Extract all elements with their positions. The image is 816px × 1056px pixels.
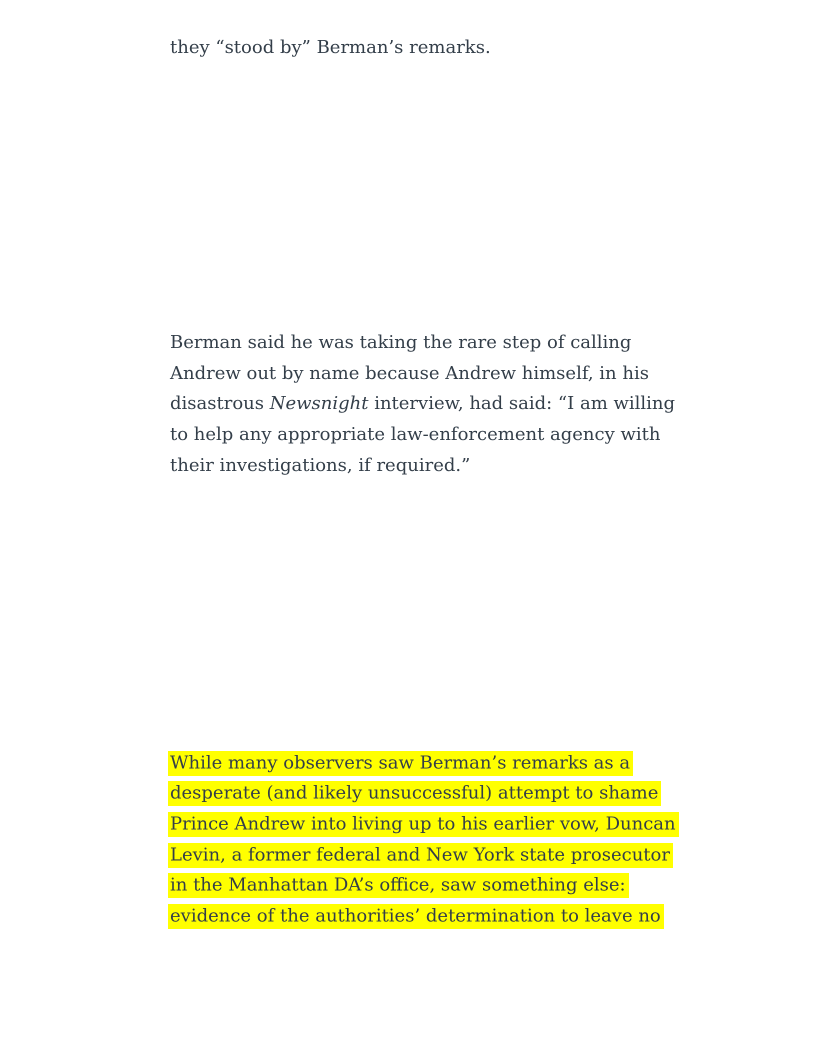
text-segment: disastrous [170, 393, 270, 415]
text-segment: Prince Andrew into living up to his earlier vow, Duncan [170, 813, 676, 835]
text-line [170, 748, 690, 779]
text-line [170, 779, 690, 810]
italic-publication-name: Newsnight [269, 393, 369, 415]
intro-fragment-paragraph [170, 33, 690, 64]
text-segment: in the Manhattan DA’s office, saw something else: [170, 874, 626, 896]
text-line [170, 451, 690, 482]
text-line [170, 809, 690, 840]
highlighted-text [168, 781, 661, 806]
text-segment: Levin, a former federal and New York state prosecutor [170, 844, 670, 866]
highlighted-text [168, 904, 664, 929]
highlighted-text [168, 843, 673, 868]
text-segment: Berman said he was taking the rare step of calling [170, 332, 632, 353]
text-segment: desperate (and likely unsuccessful) attempt to shame [170, 782, 659, 804]
text-segment: to help any appropriate law-enforcement agency with [170, 424, 661, 446]
text-segment: While many observers saw Berman’s remarks as a [170, 752, 631, 773]
text-segment: they “stood by” Berman’s remarks. [170, 37, 491, 58]
highlighted-levin-paragraph [170, 748, 690, 932]
text-segment: Andrew out by name because Andrew himself, in his [170, 362, 649, 384]
highlighted-text [168, 751, 633, 776]
highlighted-text [168, 812, 679, 837]
text-line [170, 33, 690, 64]
text-line [170, 359, 690, 390]
text-line [170, 420, 690, 451]
text-segment: interview, had said: “I am willing [368, 393, 676, 415]
text-line [170, 871, 690, 902]
text-line [170, 328, 690, 359]
text-line [170, 902, 690, 933]
text-segment: evidence of the authorities’ determination to leave no [170, 905, 661, 927]
text-line [170, 840, 690, 871]
highlighted-text [168, 873, 629, 898]
berman-statement-paragraph [170, 328, 690, 482]
text-segment: their investigations, if required.” [170, 454, 471, 476]
text-line [170, 389, 690, 420]
